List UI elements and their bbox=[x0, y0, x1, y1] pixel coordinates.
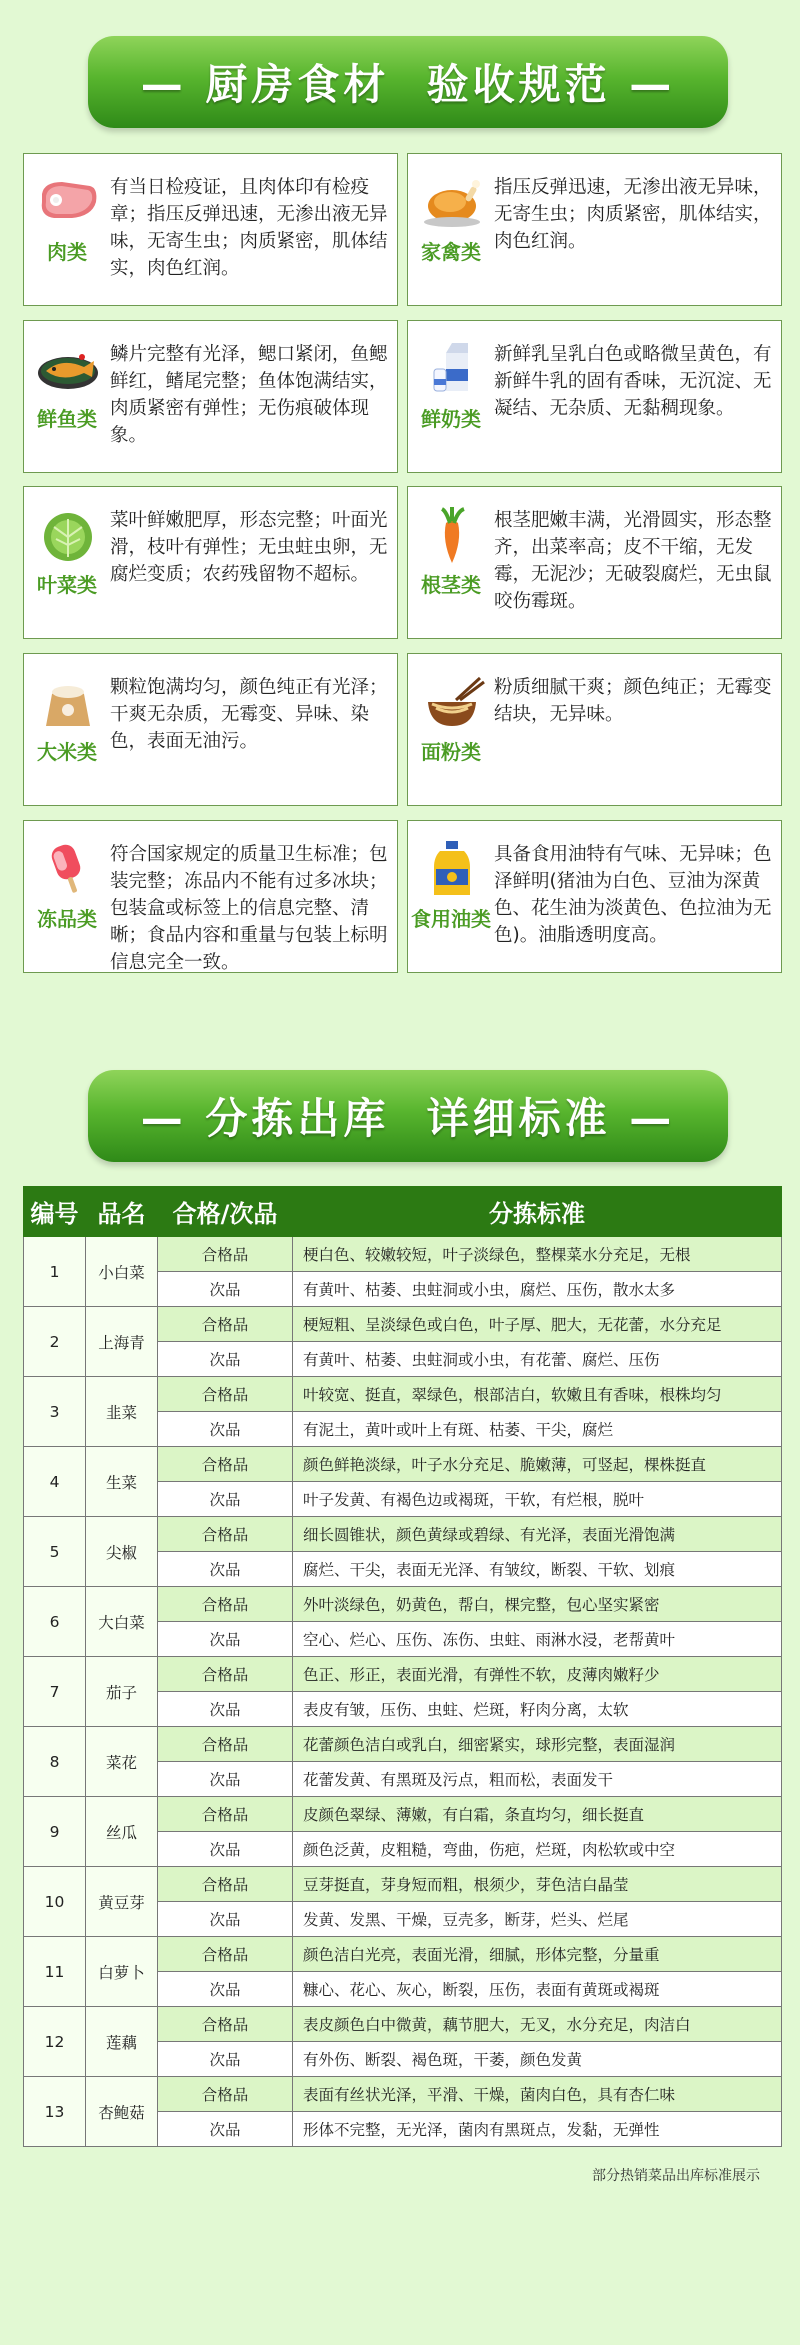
table-row bbox=[24, 1587, 782, 1622]
category-name: 肉类 bbox=[47, 240, 87, 264]
category-name: 根茎类 bbox=[421, 573, 481, 597]
substandard-criteria: 糠心、花心、灰心，断裂，压伤，表面有黄斑或褐斑 bbox=[293, 1972, 782, 2007]
grade-label: 次品 bbox=[158, 1762, 293, 1797]
category-desc: 有当日检疫证，且肉体印有检疫章；指压反弹迅速，无渗出液无异味，无寄生虫；肉质紧密，肌体结实，肉色红润。 bbox=[110, 177, 388, 279]
category-card-poultry bbox=[407, 153, 782, 306]
table-row bbox=[24, 1657, 782, 1692]
qualified-criteria: 花蕾颜色洁白或乳白，细密紧实，球形完整，表面湿润 bbox=[293, 1727, 782, 1762]
item-number: 11 bbox=[24, 1937, 86, 2007]
category-desc: 根茎肥嫩丰满，光滑圆实，形态整齐，出菜率高；皮不干缩，无发霉，无泥沙；无破裂腐烂，无虫鼠咬伤霉斑。 bbox=[494, 510, 772, 612]
item-number: 12 bbox=[24, 2007, 86, 2077]
category-desc: 指压反弹迅速，无渗出液无异味，无寄生虫；肉质紧密，肌体结实，肉色红润。 bbox=[494, 177, 772, 252]
grade-label: 合格品 bbox=[158, 1797, 293, 1832]
item-number: 4 bbox=[24, 1447, 86, 1517]
substandard-criteria: 空心、烂心、压伤、冻伤、虫蛀、雨淋水浸，老帮黄叶 bbox=[293, 1622, 782, 1657]
category-card-frozen bbox=[23, 820, 398, 973]
category-card-oil bbox=[407, 820, 782, 973]
item-name: 杏鲍菇 bbox=[86, 2077, 158, 2147]
table-row bbox=[24, 1307, 782, 1342]
footnote: 部分热销菜品出库标准展示 bbox=[592, 2168, 760, 2184]
grade-label: 合格品 bbox=[158, 1377, 293, 1412]
category-desc: 鳞片完整有光泽，鳃口紧闭，鱼鳃鲜红，鳍尾完整；鱼体饱满结实，肉质紧密有弹性；无伤痕破体现象。 bbox=[110, 344, 388, 446]
category-card-fish bbox=[23, 320, 398, 473]
substandard-criteria: 颜色泛黄，皮粗糙，弯曲，伤疤，烂斑，肉松软或中空 bbox=[293, 1832, 782, 1867]
category-name: 鲜奶类 bbox=[421, 407, 481, 431]
category-card-rice bbox=[23, 653, 398, 806]
item-number: 5 bbox=[24, 1517, 86, 1587]
table-row bbox=[24, 1867, 782, 1902]
substandard-criteria: 发黄、发黑、干燥，豆壳多，断芽，烂头、烂尾 bbox=[293, 1902, 782, 1937]
noodle-bowl-icon bbox=[416, 672, 488, 732]
header-name: 品名 bbox=[86, 1187, 158, 1237]
section-banner-acceptance bbox=[88, 36, 728, 128]
table-body bbox=[24, 1237, 782, 2147]
substandard-criteria: 形体不完整，无光泽，菌肉有黑斑点，发黏，无弹性 bbox=[293, 2112, 782, 2147]
item-number: 3 bbox=[24, 1377, 86, 1447]
milk-icon bbox=[416, 339, 488, 399]
qualified-criteria: 豆芽挺直，芽身短而粗，根须少，芽色洁白晶莹 bbox=[293, 1867, 782, 1902]
item-name: 莲藕 bbox=[86, 2007, 158, 2077]
category-name: 面粉类 bbox=[421, 740, 481, 764]
item-name: 生菜 bbox=[86, 1447, 158, 1517]
category-desc: 颗粒饱满均匀，颜色纯正有光泽；干爽无杂质，无霉变、异味、染色，表面无油污。 bbox=[110, 677, 388, 752]
item-name: 茄子 bbox=[86, 1657, 158, 1727]
item-name: 上海青 bbox=[86, 1307, 158, 1377]
substandard-criteria: 花蕾发黄、有黑斑及污点，粗而松，表面发干 bbox=[293, 1762, 782, 1797]
fish-icon bbox=[32, 339, 104, 399]
table-row bbox=[24, 1937, 782, 1972]
category-card-flour bbox=[407, 653, 782, 806]
substandard-criteria: 有黄叶、枯萎、虫蛀洞或小虫，有花蕾、腐烂、压伤 bbox=[293, 1342, 782, 1377]
item-number: 7 bbox=[24, 1657, 86, 1727]
table-row bbox=[24, 1237, 782, 1272]
category-name: 大米类 bbox=[37, 740, 97, 764]
cabbage-icon bbox=[32, 505, 104, 565]
item-number: 9 bbox=[24, 1797, 86, 1867]
header-grade: 合格/次品 bbox=[158, 1187, 293, 1237]
grade-label: 次品 bbox=[158, 1342, 293, 1377]
table-row bbox=[24, 1447, 782, 1482]
item-name: 小白菜 bbox=[86, 1237, 158, 1307]
category-card-milk bbox=[407, 320, 782, 473]
roast-chicken-icon bbox=[416, 172, 488, 232]
header-standard: 分拣标准 bbox=[293, 1187, 782, 1237]
grade-label: 次品 bbox=[158, 1272, 293, 1307]
category-name: 食用油类 bbox=[411, 907, 491, 931]
table-header-row bbox=[24, 1187, 782, 1237]
item-name: 韭菜 bbox=[86, 1377, 158, 1447]
category-name: 鲜鱼类 bbox=[37, 407, 97, 431]
category-desc: 具备食用油特有气味、无异味；色泽鲜明(猪油为白色、豆油为深黄色、花生油为淡黄色、色拉油为无色)。油脂透明度高。 bbox=[494, 844, 772, 946]
item-number: 8 bbox=[24, 1727, 86, 1797]
qualified-criteria: 表皮颜色白中微黄，藕节肥大，无叉，水分充足，肉洁白 bbox=[293, 2007, 782, 2042]
grade-label: 次品 bbox=[158, 1622, 293, 1657]
category-card-meat bbox=[23, 153, 398, 306]
category-desc: 新鲜乳呈乳白色或略微呈黄色，有新鲜牛乳的固有香味，无沉淀、无凝结、无杂质、无黏稠现象。 bbox=[494, 344, 772, 419]
grade-label: 次品 bbox=[158, 2112, 293, 2147]
grade-label: 合格品 bbox=[158, 1237, 293, 1272]
item-name: 丝瓜 bbox=[86, 1797, 158, 1867]
item-number: 13 bbox=[24, 2077, 86, 2147]
grade-label: 合格品 bbox=[158, 2077, 293, 2112]
table-row bbox=[24, 1797, 782, 1832]
banner-title: — 分拣出库 详细标准 — bbox=[140, 1094, 676, 1143]
category-card-root bbox=[407, 486, 782, 639]
grade-label: 次品 bbox=[158, 1552, 293, 1587]
carrot-icon bbox=[416, 505, 488, 565]
oil-bottle-icon bbox=[416, 839, 488, 899]
category-name: 冻品类 bbox=[37, 907, 97, 931]
grade-label: 合格品 bbox=[158, 1657, 293, 1692]
item-number: 10 bbox=[24, 1867, 86, 1937]
substandard-criteria: 表皮有皱，压伤、虫蛀、烂斑，籽肉分离，太软 bbox=[293, 1692, 782, 1727]
item-name: 大白菜 bbox=[86, 1587, 158, 1657]
substandard-criteria: 有泥土，黄叶或叶上有斑、枯萎、干尖，腐烂 bbox=[293, 1412, 782, 1447]
category-desc: 粉质细腻干爽；颜色纯正；无霉变结块，无异味。 bbox=[494, 677, 772, 725]
qualified-criteria: 表面有丝状光泽，平滑、干燥，菌肉白色，具有杏仁味 bbox=[293, 2077, 782, 2112]
grade-label: 次品 bbox=[158, 1412, 293, 1447]
category-desc: 菜叶鲜嫩肥厚，形态完整；叶面光滑，枝叶有弹性；无虫蛀虫卵，无腐烂变质；农药残留物不超标。 bbox=[110, 510, 388, 585]
qualified-criteria: 外叶淡绿色，奶黄色，帮白，棵完整，包心坚实紧密 bbox=[293, 1587, 782, 1622]
item-number: 1 bbox=[24, 1237, 86, 1307]
grade-label: 合格品 bbox=[158, 1447, 293, 1482]
table-row bbox=[24, 1377, 782, 1412]
category-name: 家禽类 bbox=[421, 240, 481, 264]
category-card-leafy bbox=[23, 486, 398, 639]
item-name: 尖椒 bbox=[86, 1517, 158, 1587]
section-banner-sorting bbox=[88, 1070, 728, 1162]
item-name: 菜花 bbox=[86, 1727, 158, 1797]
substandard-criteria: 有黄叶、枯萎、虫蛀洞或小虫，腐烂、压伤，散水太多 bbox=[293, 1272, 782, 1307]
table-row bbox=[24, 1517, 782, 1552]
grade-label: 合格品 bbox=[158, 1517, 293, 1552]
item-number: 6 bbox=[24, 1587, 86, 1657]
grade-label: 次品 bbox=[158, 2042, 293, 2077]
grade-label: 合格品 bbox=[158, 1587, 293, 1622]
popsicle-icon bbox=[32, 839, 104, 899]
rice-sack-icon bbox=[32, 672, 104, 732]
table-row bbox=[24, 2007, 782, 2042]
grade-label: 合格品 bbox=[158, 2007, 293, 2042]
qualified-criteria: 皮颜色翠绿、薄嫩，有白霜，条直均匀，细长挺直 bbox=[293, 1797, 782, 1832]
grade-label: 合格品 bbox=[158, 1727, 293, 1762]
item-number: 2 bbox=[24, 1307, 86, 1377]
qualified-criteria: 色正、形正，表面光滑，有弹性不软，皮薄肉嫩籽少 bbox=[293, 1657, 782, 1692]
meat-icon bbox=[32, 172, 104, 232]
grade-label: 合格品 bbox=[158, 1867, 293, 1902]
banner-title: — 厨房食材 验收规范 — bbox=[140, 60, 676, 109]
item-name: 白萝卜 bbox=[86, 1937, 158, 2007]
sorting-standard-table bbox=[23, 1186, 782, 2147]
table-row bbox=[24, 1727, 782, 1762]
qualified-criteria: 梗短粗、呈淡绿色或白色，叶子厚、肥大，无花蕾，水分充足 bbox=[293, 1307, 782, 1342]
grade-label: 次品 bbox=[158, 1902, 293, 1937]
substandard-criteria: 有外伤、断裂、褐色斑，干萎，颜色发黄 bbox=[293, 2042, 782, 2077]
qualified-criteria: 梗白色、较嫩较短，叶子淡绿色，整棵菜水分充足，无根 bbox=[293, 1237, 782, 1272]
qualified-criteria: 叶较宽、挺直，翠绿色，根部洁白，软嫩且有香味，根株均匀 bbox=[293, 1377, 782, 1412]
grade-label: 次品 bbox=[158, 1832, 293, 1867]
qualified-criteria: 颜色洁白光亮，表面光滑，细腻，形体完整，分量重 bbox=[293, 1937, 782, 1972]
substandard-criteria: 叶子发黄、有褐色边或褐斑，干软，有烂根，脱叶 bbox=[293, 1482, 782, 1517]
grade-label: 次品 bbox=[158, 1692, 293, 1727]
substandard-criteria: 腐烂、干尖，表面无光泽、有皱纹，断裂、干软、划痕 bbox=[293, 1552, 782, 1587]
category-desc: 符合国家规定的质量卫生标准；包装完整；冻品内不能有过多冰块；包装盒或标签上的信息完整、清晰；食品内容和重量与包装上标明信息完全一致。 bbox=[110, 844, 388, 973]
grade-label: 次品 bbox=[158, 1482, 293, 1517]
header-no: 编号 bbox=[24, 1187, 86, 1237]
grade-label: 合格品 bbox=[158, 1937, 293, 1972]
table-row bbox=[24, 2077, 782, 2112]
item-name: 黄豆芽 bbox=[86, 1867, 158, 1937]
grade-label: 次品 bbox=[158, 1972, 293, 2007]
category-name: 叶菜类 bbox=[37, 573, 97, 597]
qualified-criteria: 细长圆锥状，颜色黄绿或碧绿、有光泽，表面光滑饱满 bbox=[293, 1517, 782, 1552]
qualified-criteria: 颜色鲜艳淡绿，叶子水分充足、脆嫩薄，可竖起，棵株挺直 bbox=[293, 1447, 782, 1482]
grade-label: 合格品 bbox=[158, 1307, 293, 1342]
